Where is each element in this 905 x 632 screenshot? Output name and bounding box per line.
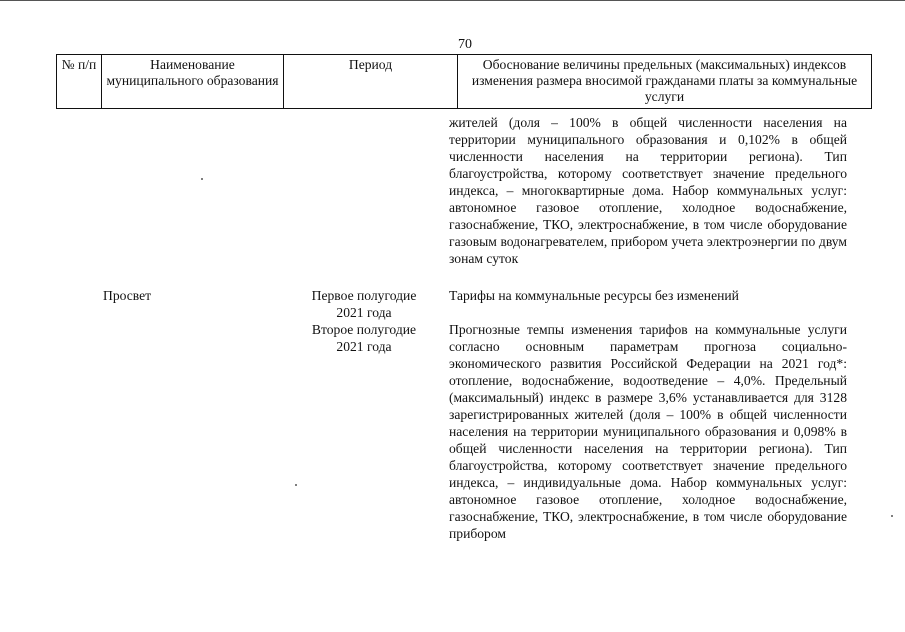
basis-first-half: Тарифы на коммунальные ресурсы без изменений xyxy=(449,288,739,303)
header-basis: Обоснование величины предельных (максимальных) индексов изменения размера вносимой гражданами платы за коммунальные услуги xyxy=(458,55,872,109)
scan-speck xyxy=(201,178,203,180)
period-first-half: Первое полугодие 2021 года xyxy=(311,288,417,320)
table-header xyxy=(56,54,872,109)
scan-speck xyxy=(891,515,893,517)
scan-edge-line xyxy=(0,0,905,1)
period-second-half: Второе полугодие 2021 года xyxy=(311,322,417,354)
continuation-text: жителей (доля – 100% в общей численности населения на территории муниципального образования и 0,102% в общей численности населения на территории региона). Тип благоустройства, которому соответствует значение предельного индекса, – многоквартирные дома. Набор коммунальных услуг: автономное газовое отопление, холодное водоснабжение, газоснабжение, ТКО, электроснабжение, в том числе оборудование газовым водонагревателем, прибором учета электроэнергии по двум зонам суток xyxy=(449,115,847,266)
header-number: № п/п xyxy=(57,55,102,109)
municipality-name: Просвет xyxy=(103,288,152,303)
header-period: Период xyxy=(284,55,458,109)
basis-second-half: Прогнозные темпы изменения тарифов на коммунальные услуги согласно основным параметрам прогноза социально-экономического развития Российской Федерации на 2021 год*: отопление, водоснабжение, водоотведение – 4,0%. Предельный (максимальный) индекс в размере 3,6% устанавливается для 3128 зарегистрированных жителей (доля – 100% в общей численности населения на территории муниципального образования и 0,098% в общей численности населения на территории региона). Тип благоустройства, которому соответствует значение предельного индекса, – индивидуальные дома. Набор коммунальных услуг: автономное газовое отопление, холодное водоснабжение, газоснабжение, ТКО, электроснабжение, в том числе оборудование прибором xyxy=(449,322,847,541)
scan-speck xyxy=(295,484,297,486)
page-number: 70 xyxy=(458,37,472,52)
header-municipality: Наименование муниципального образования xyxy=(102,55,284,109)
